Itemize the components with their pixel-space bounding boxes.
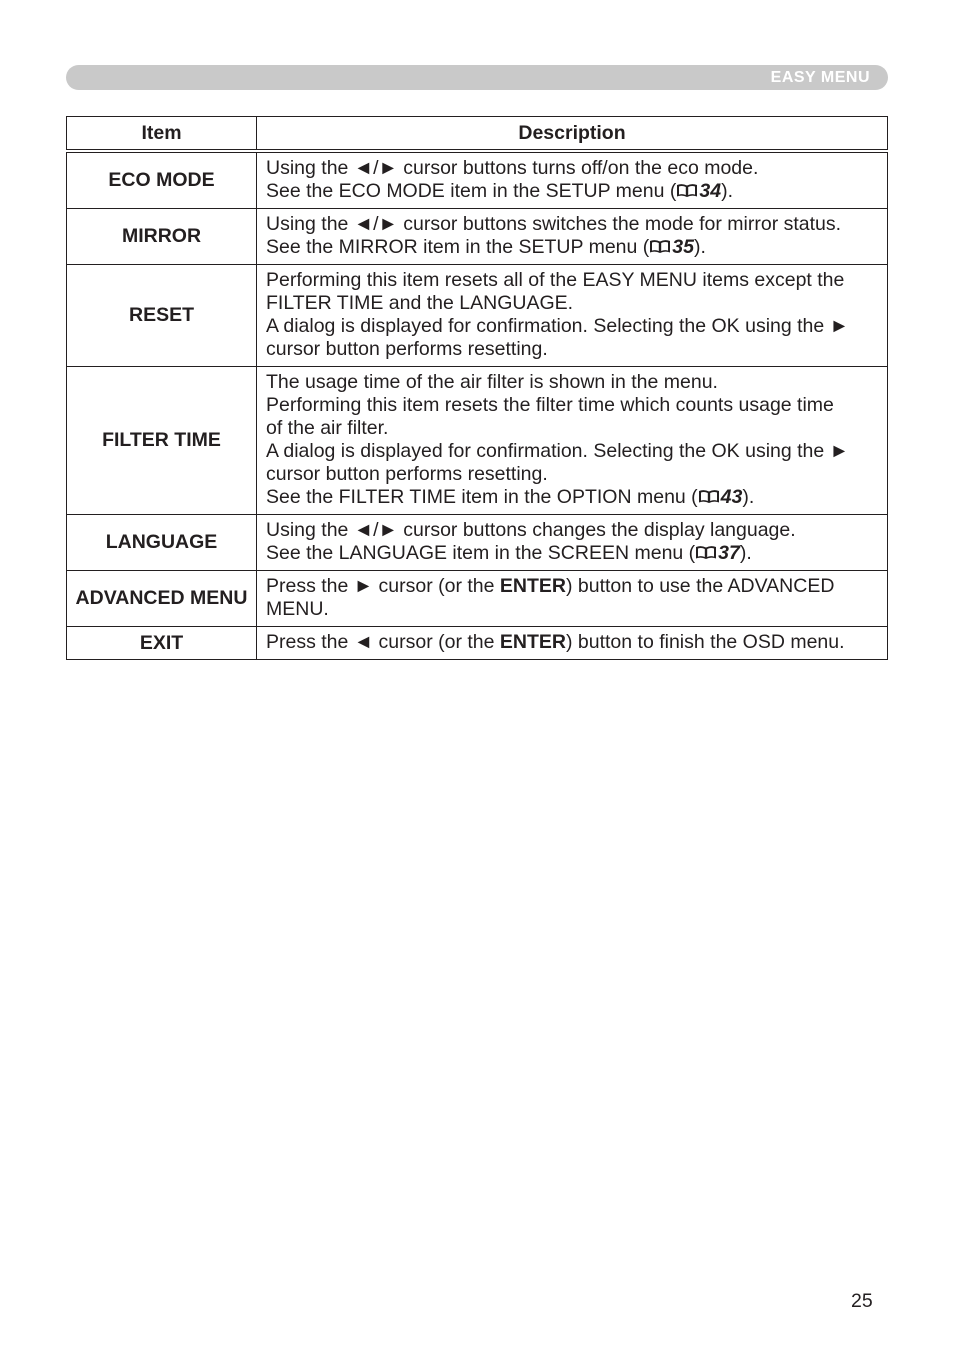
description-line: Performing this item resets the filter time which counts usage time [266, 394, 834, 416]
page-reference[interactable]: 35 [672, 236, 694, 258]
description-line [266, 236, 879, 259]
page-number: 25 [851, 1290, 873, 1312]
enter-button-label: ENTER [499, 575, 566, 597]
menu-item-description [257, 151, 888, 209]
menu-item-description [257, 627, 888, 660]
menu-item-description [257, 367, 888, 515]
enter-button-label: ENTER [499, 631, 566, 653]
description-line: FILTER TIME and the LANGUAGE. [266, 292, 574, 314]
book-reference-icon [676, 181, 698, 196]
description-text: ). [739, 542, 752, 564]
book-reference-icon [695, 543, 717, 558]
book-reference-icon [649, 237, 671, 252]
section-header-bar [66, 65, 888, 90]
table-body [67, 151, 888, 660]
description-text: ) button to use the ADVANCED [565, 575, 835, 597]
table-header-row [67, 117, 888, 152]
page-reference[interactable]: 43 [720, 486, 743, 508]
table-row [67, 151, 888, 209]
table-row [67, 515, 888, 571]
description-text: Press the ► cursor (or the [266, 575, 500, 597]
description-line: of the air filter. [266, 417, 389, 439]
easy-menu-table [66, 116, 888, 660]
description-line: Performing this item resets all of the EASY MENU items except the [266, 269, 845, 291]
description-line: Using the ◄/► cursor buttons changes the display language. [266, 519, 796, 541]
description-text: See the LANGUAGE item in the SCREEN menu ( [266, 542, 696, 564]
description-line: A dialog is displayed for confirmation. Selecting the OK using the ► [266, 440, 849, 462]
table-row [67, 265, 888, 367]
column-header-item: Item [67, 117, 257, 152]
description-line: A dialog is displayed for confirmation. Selecting the OK using the ► [266, 315, 849, 337]
column-header-description: Description [257, 117, 888, 152]
menu-item-name: MIRROR [67, 209, 257, 265]
table-row [67, 571, 888, 627]
description-line: cursor button performs resetting. [266, 338, 548, 360]
table-row [67, 367, 888, 515]
description-line [266, 486, 879, 509]
menu-item-name: RESET [67, 265, 257, 367]
menu-item-description [257, 209, 888, 265]
table-row [67, 627, 888, 660]
menu-item-name: ECO MODE [67, 151, 257, 209]
menu-item-description [257, 571, 888, 627]
table-row [67, 209, 888, 265]
description-text: See the MIRROR item in the SETUP menu ( [266, 236, 650, 258]
description-text: ). [742, 486, 755, 508]
description-line: The usage time of the air filter is shown in the menu. [266, 371, 718, 393]
description-line [266, 631, 879, 654]
page-reference[interactable]: 37 [718, 542, 740, 564]
description-line: MENU. [266, 598, 329, 620]
description-text: ). [693, 236, 706, 258]
menu-item-description [257, 265, 888, 367]
section-label: EASY MENU [770, 69, 870, 86]
description-line: Using the ◄/► cursor buttons switches the mode for mirror status. [266, 213, 842, 235]
description-text: ) button to finish the OSD menu. [565, 631, 845, 653]
menu-item-name: FILTER TIME [67, 367, 257, 515]
menu-item-name: ADVANCED MENU [67, 571, 257, 627]
description-text: ). [721, 180, 734, 202]
description-line: cursor button performs resetting. [266, 463, 548, 485]
menu-item-description [257, 515, 888, 571]
description-line: Using the ◄/► cursor buttons turns off/on the eco mode. [266, 157, 759, 179]
page-reference[interactable]: 34 [699, 180, 722, 202]
menu-item-name: LANGUAGE [67, 515, 257, 571]
menu-item-name: EXIT [67, 627, 257, 660]
book-reference-icon [698, 487, 720, 502]
description-text: Press the ◄ cursor (or the [266, 631, 500, 653]
description-text: See the ECO MODE item in the SETUP menu ( [266, 180, 677, 202]
description-text: See the FILTER TIME item in the OPTION menu ( [266, 486, 698, 508]
description-line [266, 542, 879, 565]
description-line [266, 575, 879, 598]
description-line [266, 180, 879, 203]
